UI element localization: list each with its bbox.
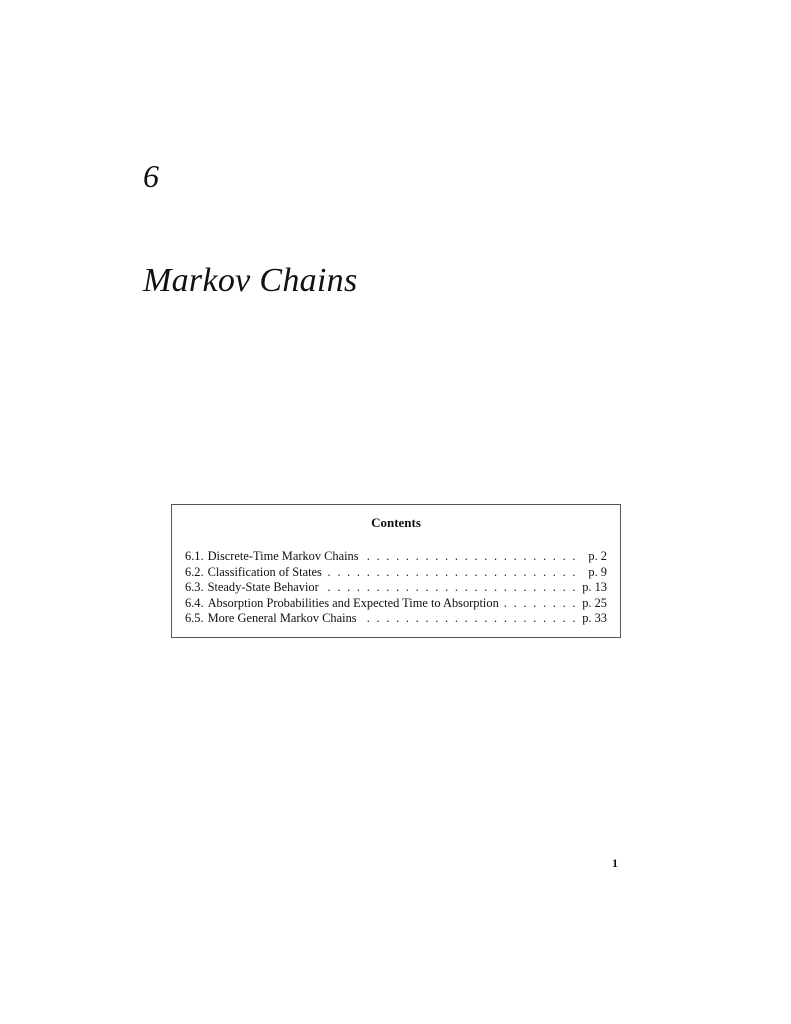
- toc-entry-page: p. 25: [582, 595, 607, 610]
- toc-entry[interactable]: [185, 565, 607, 581]
- toc-entry-number: 6.5.: [185, 611, 204, 625]
- toc-entry-title: Absorption Probabilities and Expected Time to Absorption: [207, 595, 499, 610]
- toc-dot-leader: [362, 549, 576, 565]
- table-of-contents: [171, 504, 621, 638]
- contents-heading: Contents: [371, 515, 421, 530]
- toc-entry[interactable]: [185, 549, 607, 565]
- toc-dot-leader: [360, 611, 576, 627]
- toc-dot-leader: [502, 596, 576, 612]
- toc-entry-number: 6.1.: [185, 549, 204, 563]
- chapter-title: Markov Chains: [143, 262, 358, 299]
- toc-entry-number: 6.3.: [185, 580, 204, 594]
- toc-entry-number: 6.2.: [185, 564, 204, 579]
- toc-entry[interactable]: [185, 611, 607, 627]
- toc-entry-title: Steady-State Behavior: [207, 580, 319, 594]
- toc-entry-number: 6.4.: [185, 595, 204, 610]
- toc-entry-page: p. 2: [588, 549, 607, 563]
- toc-entry[interactable]: [185, 580, 607, 596]
- toc-entry-page: p. 13: [582, 580, 607, 594]
- toc-entry-title: More General Markov Chains: [207, 611, 357, 625]
- toc-entry[interactable]: [185, 596, 607, 612]
- page-number: 1: [612, 856, 618, 870]
- toc-list: [185, 549, 607, 627]
- toc-entry-title: Classification of States: [207, 564, 322, 579]
- toc-dot-leader: [325, 565, 576, 581]
- chapter-number: 6: [143, 158, 159, 194]
- toc-dot-leader: [322, 580, 576, 596]
- toc-entry-page: p. 9: [588, 564, 607, 579]
- toc-entry-page: p. 33: [582, 611, 607, 625]
- toc-entry-title: Discrete-Time Markov Chains: [207, 549, 359, 563]
